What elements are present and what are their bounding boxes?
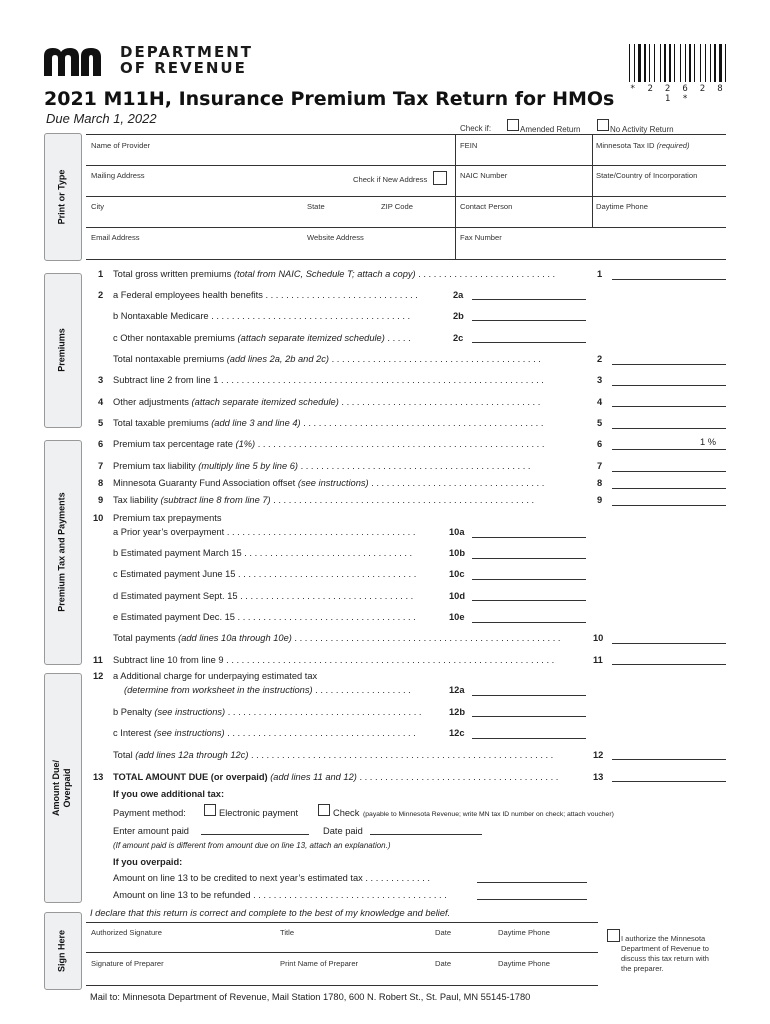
line-12b-input[interactable]: [472, 716, 586, 717]
barcode-bar: [692, 44, 693, 82]
section-label-sign-here: Sign Here: [56, 929, 67, 973]
line-text: Premium tax percentage rate: [113, 439, 236, 449]
line-4-input[interactable]: [612, 406, 726, 407]
line-10d-label: d Estimated payment Sept. 15 . . . . . . . . . . . . . . . . . . . . . . . . . . . . . . . . . .: [113, 591, 414, 601]
line-note: (multiply line 5 by line 6): [198, 461, 298, 471]
barcode-bar: [654, 44, 655, 82]
leader-dots: . . . . . . . . . . . . . . . . . . . . . . . . . . .: [415, 269, 556, 279]
naic-number-field[interactable]: NAIC Number: [460, 171, 508, 180]
line-10-total-label: [113, 633, 560, 644]
leader-dots: . . . . . . . . . . . . . . . . . . . . . . . . . . . . . . . . . .: [368, 478, 545, 488]
rule: [86, 922, 598, 923]
barcode-bar: [634, 44, 635, 82]
line-ref: 10a: [449, 527, 465, 537]
line-number: 1: [98, 269, 104, 279]
line-2a-label: a Federal employees health benefits . . . . . . . . . . . . . . . . . . . . . . . . . . . . . .: [113, 290, 418, 300]
line-number: 8: [98, 478, 104, 488]
check-payment-label: Check: [333, 808, 360, 818]
barcode-bar: [631, 44, 633, 82]
no-activity-checkbox[interactable]: [597, 119, 609, 131]
line-note: (subtract line 8 from line 7): [160, 495, 271, 505]
line-note: (add lines 2a, 2b and 2c): [226, 354, 330, 364]
barcode-icon: [629, 44, 727, 82]
amount-paid-input[interactable]: [201, 834, 309, 835]
line-12b-label: [113, 707, 421, 718]
section-label-premium-tax: Premium Tax and Payments: [56, 492, 67, 612]
leader-dots: . . . . .: [384, 333, 411, 343]
line-7-label: [113, 461, 530, 472]
barcode-bar: [694, 44, 695, 82]
line-10e-label: e Estimated payment Dec. 15 . . . . . . . . . . . . . . . . . . . . . . . . . . . . . . . . . . .: [113, 612, 416, 622]
barcode-bar: [644, 44, 646, 82]
rule: [86, 196, 726, 197]
barcode-bar: [651, 44, 653, 82]
form-title: 2021 M11H, Insurance Premium Tax Return for HMOs: [44, 88, 615, 110]
line-note: (add line 3 and line 4): [211, 418, 301, 428]
line-ref: 3: [597, 375, 603, 385]
electronic-payment-label: Electronic payment: [219, 808, 299, 818]
barcode-bar: [662, 44, 663, 82]
owe-heading: If you owe additional tax:: [113, 789, 225, 799]
authorize-line: the preparer.: [621, 964, 664, 973]
line-ref: 12b: [449, 707, 466, 717]
barcode-bar: [674, 44, 675, 82]
preparer-phone-field[interactable]: Daytime Phone: [498, 959, 550, 968]
line-2b-label: b Nontaxable Medicare . . . . . . . . . . . . . . . . . . . . . . . . . . . . . . . . . . . . . . .: [113, 311, 411, 321]
mn-tax-id-field[interactable]: Minnesota Tax ID (required): [596, 141, 690, 150]
check-payment-checkbox[interactable]: [318, 804, 330, 816]
barcode-bar: [719, 44, 722, 82]
section-label-premiums: Premiums: [56, 328, 67, 372]
fein-field[interactable]: FEIN: [460, 141, 478, 150]
leader-dots: . . . . . . . . . . . . . . . . . . . . . . . . . . . . . . . . . . . . . .: [225, 707, 422, 717]
preparer-signature-field[interactable]: Signature of Preparer: [91, 959, 164, 968]
line-11-input[interactable]: [612, 664, 726, 665]
line-1-input[interactable]: [612, 279, 726, 280]
new-address-label: Check if New Address: [353, 175, 428, 184]
amended-return-label: Amended Return: [520, 125, 581, 134]
line-ref: 2b: [453, 311, 464, 321]
dept-line-1: DEPARTMENT: [120, 43, 253, 61]
line-text: Total gross written premiums: [113, 269, 234, 279]
line-ref: 2a: [453, 290, 464, 300]
line-7-input[interactable]: [612, 471, 726, 472]
line-number: 3: [98, 375, 104, 385]
leader-dots: . . . . . . . . . . . . . . . . . . . . . . . . . . . . . . . . . . . . . . . . . . . . .: [297, 461, 531, 471]
refunded-amount-input[interactable]: [477, 899, 587, 900]
line-note: (determine from worksheet in the instructions): [124, 685, 313, 695]
barcode-bar: [725, 44, 726, 82]
line-number: 4: [98, 397, 104, 407]
line-4-label: [113, 397, 540, 408]
line-12a-input[interactable]: [472, 695, 586, 696]
barcode-bar: [676, 44, 679, 82]
line-number: 12: [93, 671, 104, 681]
line-2c-label: [113, 333, 411, 344]
line-10b-label: b Estimated payment March 15 . . . . . . . . . . . . . . . . . . . . . . . . . . . . . . . . .: [113, 548, 413, 558]
line-note: (see instructions): [154, 707, 226, 717]
barcode-bar: [642, 44, 643, 82]
line-ref: 4: [597, 397, 603, 407]
barcode-bar: [723, 44, 724, 82]
line-12a-note: [124, 685, 411, 696]
line-10c-label: c Estimated payment June 15 . . . . . . . . . . . . . . . . . . . . . . . . . . . . . . . . . . .: [113, 569, 417, 579]
authorized-signature-field[interactable]: Authorized Signature: [91, 928, 162, 937]
city-field[interactable]: City: [91, 202, 105, 211]
dept-line-2: OF REVENUE: [120, 59, 247, 77]
line-number: 13: [93, 772, 104, 782]
line-3-input[interactable]: [612, 385, 726, 386]
barcode-bar: [660, 44, 661, 82]
line-note: (add lines 10a through 10e): [178, 633, 292, 643]
line-ref: 6: [597, 439, 603, 449]
department-name: [120, 44, 253, 76]
payment-method-label: Payment method:: [113, 808, 186, 818]
line-ref: 12a: [449, 685, 465, 695]
leader-dots: . . . . . . . . . . . . . . . . . . . . . . . . . . . . . . . . . . . . . . . . . . . . . . . . . . . . . . . . . . .: [248, 750, 554, 760]
barcode-bar: [636, 44, 637, 82]
line-note: (attach separate itemized schedule): [191, 397, 339, 407]
date-paid-input[interactable]: [370, 834, 482, 835]
line-12-total-label: [113, 750, 553, 761]
line-ref: 1: [597, 269, 603, 279]
line-number: 2: [98, 290, 104, 300]
signer-date-field[interactable]: Date: [435, 928, 452, 937]
line-note: (see instructions): [153, 728, 225, 738]
authorize-preparer-checkbox[interactable]: [607, 929, 620, 942]
line-ref: 10b: [449, 548, 466, 558]
line-10d-input[interactable]: [472, 600, 586, 601]
zip-code-field[interactable]: ZIP Code: [381, 202, 413, 211]
leader-dots: . . . . . . . . . . . . . . . . . . . . . . . . . . . . . . . . . . . . . . . . . . . . . . . . . . . . . . . .: [255, 439, 545, 449]
line-ref: 13: [593, 772, 604, 782]
check-if-label: Check if:: [460, 124, 492, 133]
leader-dots: . . . . . . . . . . . . . . . . . . . . . . . . . . . . . . . . . . . . . . . . . . . . . . .: [300, 418, 544, 428]
amended-return-checkbox[interactable]: [507, 119, 519, 131]
rule: [86, 134, 726, 135]
line-number: 9: [98, 495, 104, 505]
line-ref: 10e: [449, 612, 465, 622]
signer-title-field[interactable]: Title: [280, 928, 295, 937]
line-2-input[interactable]: [612, 364, 726, 365]
mn-logo-icon: [44, 48, 114, 76]
line-10b-input[interactable]: [472, 558, 586, 559]
rule: [86, 227, 726, 228]
line-text: Total payments: [113, 633, 179, 643]
leader-dots: . . . . . . . . . . . . . . . . . . . . . . . . . . . . . . . . . . . . . . . . .: [329, 354, 541, 364]
barcode-bar: [667, 44, 668, 82]
line-12a-label: a Additional charge for underpaying estimated tax: [113, 671, 318, 681]
line-ref: 7: [597, 461, 603, 471]
line-ref: 11: [593, 655, 603, 665]
amount-difference-note: (If amount paid is different from amount due on line 13, attach an explanation.): [113, 841, 391, 850]
line-8-input[interactable]: [612, 488, 726, 489]
no-activity-label: No Activity Return: [610, 125, 674, 134]
line-6-input[interactable]: [612, 449, 726, 450]
contact-person-field[interactable]: Contact Person: [460, 202, 513, 211]
authorize-preparer-text: [621, 934, 705, 944]
line-note: (attach separate itemized schedule): [237, 333, 385, 343]
leader-dots: . . . . . . . . . . . . . . . . . . .: [312, 685, 411, 695]
state-of-incorporation-field[interactable]: State/Country of Incorporation: [596, 171, 698, 180]
barcode-bar: [696, 44, 699, 82]
line-3-label: Subtract line 2 from line 1 . . . . . . . . . . . . . . . . . . . . . . . . . . . . . . . . . . . . . . . . . . . . . . . . . . . . . . . . . . . . . . .: [113, 375, 544, 385]
section-label-amount-due: [51, 760, 73, 816]
line-ref: 5: [597, 418, 603, 428]
leader-dots: . . . . . . . . . . . . . . . . . . . . . . . . . . . . . . . . . . . . . . .: [338, 397, 541, 407]
line-5-label: [113, 418, 543, 429]
line-11-label: Subtract line 10 from line 9 . . . . . . . . . . . . . . . . . . . . . . . . . . . . . . . . . . . . . . . . . . . . . . . . . . . . . . . . . . . . . . . .: [113, 655, 555, 665]
barcode-bar: [647, 44, 648, 82]
barcode-bar: [638, 44, 641, 82]
line-5-input[interactable]: [612, 428, 726, 429]
line-text: c Interest: [113, 728, 154, 738]
line-10e-input[interactable]: [472, 622, 586, 623]
provider-name-field[interactable]: Name of Provider: [91, 141, 151, 150]
line-text: Premium tax liability: [113, 461, 199, 471]
line-2b-input[interactable]: [472, 320, 586, 321]
rule: [86, 165, 726, 166]
line-13-input[interactable]: [612, 781, 726, 782]
authorize-line: I authorize the Minnesota: [621, 934, 706, 943]
barcode-bar: [717, 44, 718, 82]
line-13-label: [113, 772, 558, 783]
section-label-line: Amount Due/: [51, 760, 61, 816]
barcode-bar: [664, 44, 666, 82]
leader-dots: . . . . . . . . . . . . . . . . . . . . . . . . . . . . . . . . . . . . . . .: [356, 772, 559, 782]
line-text: Tax liability: [113, 495, 161, 505]
line-6-label: [113, 439, 544, 450]
barcode-bar: [707, 44, 709, 82]
daytime-phone-field[interactable]: Daytime Phone: [596, 202, 648, 211]
barcode-number: * 2 2 6 2 8 1 *: [630, 84, 726, 104]
date-paid-label: Date paid: [323, 826, 363, 836]
line-9-input[interactable]: [612, 505, 726, 506]
line-12-input[interactable]: [612, 759, 726, 760]
barcode-bar: [649, 44, 650, 82]
rule: [455, 134, 456, 259]
line-ref: 10: [593, 633, 604, 643]
barcode-bar: [685, 44, 686, 82]
line-ref: 9: [597, 495, 603, 505]
leader-dots: . . . . . . . . . . . . . . . . . . . . . . . . . . . . . . . . . . . . . . . . . . . . . . . . . . .: [270, 495, 535, 505]
new-address-checkbox[interactable]: [433, 171, 447, 185]
leader-dots: . . . . . . . . . . . . . . . . . . . . . . . . . . . . . . . . . . . . . . . . . . . . . . . . . . . .: [291, 633, 561, 643]
line-ref: 12: [593, 750, 604, 760]
barcode-bar: [689, 44, 691, 82]
barcode-bar: [656, 44, 659, 82]
barcode-bar: [702, 44, 704, 82]
section-label-line: Overpaid: [62, 768, 72, 808]
overpaid-heading: If you overpaid:: [113, 857, 183, 867]
line-2c-input[interactable]: [472, 342, 586, 343]
line-8-label: [113, 478, 544, 489]
line-note: (see instructions): [297, 478, 369, 488]
line-number: 11: [93, 655, 103, 665]
line-2-label: [113, 354, 541, 365]
line-note: (add lines 11 and 12): [270, 772, 357, 782]
line-ref: 12c: [449, 728, 465, 738]
barcode-bar: [672, 44, 673, 82]
line-note: (total from NAIC, Schedule T; attach a copy): [233, 269, 416, 279]
rule: [592, 134, 593, 228]
line-text: TOTAL AMOUNT DUE (or overpaid): [113, 772, 271, 782]
line-note: (1%): [235, 439, 256, 449]
line-12c-input[interactable]: [472, 738, 586, 739]
line-text: c Other nontaxable premiums: [113, 333, 238, 343]
credited-label: Amount on line 13 to be credited to next year’s estimated tax . . . . . . . . . . . . .: [113, 873, 430, 883]
declaration-text: I declare that this return is correct and complete to the best of my knowledge and belief.: [90, 908, 451, 918]
line-note: (add lines 12a through 12c): [135, 750, 249, 760]
barcode-bar: [669, 44, 671, 82]
line-10-input[interactable]: [612, 643, 726, 644]
line-ref: 10c: [449, 569, 465, 579]
line-text: Total taxable premiums: [113, 418, 212, 428]
authorize-preparer-text-cont: [621, 944, 709, 974]
barcode-bar: [700, 44, 701, 82]
line-ref: 2c: [453, 333, 464, 343]
leader-dots: . . . . . . . . . . . . . . . . . . . . . . . . . . . . . . . . . . . . .: [224, 728, 416, 738]
line-9-label: [113, 495, 534, 506]
tax-rate-value: 1 %: [700, 437, 717, 447]
barcode-bar: [680, 44, 681, 82]
website-address-field[interactable]: Website Address: [307, 233, 364, 242]
line-12c-label: [113, 728, 416, 739]
line-number: 10: [93, 513, 104, 523]
signer-phone-field[interactable]: Daytime Phone: [498, 928, 550, 937]
rule: [86, 952, 598, 953]
barcode-bar: [714, 44, 716, 82]
line-10-label: Premium tax prepayments: [113, 513, 222, 523]
preparer-name-field[interactable]: Print Name of Preparer: [280, 959, 359, 968]
line-number: 7: [98, 461, 104, 471]
line-text: Total nontaxable premiums: [113, 354, 227, 364]
line-2a-input[interactable]: [472, 299, 586, 300]
line-number: 6: [98, 439, 104, 449]
line-number: 5: [98, 418, 104, 428]
barcode-bar: [682, 44, 684, 82]
line-ref: 8: [597, 478, 603, 488]
rule: [86, 259, 726, 260]
line-text: Total: [113, 750, 136, 760]
fax-number-field[interactable]: Fax Number: [460, 233, 502, 242]
preparer-date-field[interactable]: Date: [435, 959, 452, 968]
authorize-line: discuss this tax return with: [621, 954, 709, 963]
line-1-label: [113, 269, 555, 280]
barcode-bar: [687, 44, 688, 82]
refunded-label: Amount on line 13 to be refunded . . . . . . . . . . . . . . . . . . . . . . . . . . . . . . . . . . . . . .: [113, 890, 447, 900]
rule: [86, 985, 598, 986]
section-label-print-or-type: Print or Type: [56, 169, 67, 225]
line-text: Minnesota Guaranty Fund Association offset: [113, 478, 298, 488]
mailing-address-field[interactable]: Mailing Address: [91, 171, 145, 180]
authorize-line: Department of Revenue to: [621, 944, 709, 953]
line-ref: 10d: [449, 591, 466, 601]
due-date: Due March 1, 2022: [46, 111, 157, 126]
line-text: Other adjustments: [113, 397, 192, 407]
email-address-field[interactable]: Email Address: [91, 233, 140, 242]
barcode-bar: [712, 44, 713, 82]
barcode-bar: [710, 44, 711, 82]
credited-amount-input[interactable]: [477, 882, 587, 883]
line-text: b Penalty: [113, 707, 155, 717]
state-field[interactable]: State: [307, 202, 325, 211]
amount-paid-label: Enter amount paid: [113, 826, 189, 836]
mailing-instructions: Mail to: Minnesota Department of Revenue, Mail Station 1780, 600 N. Robert St., St. Paul, MN 55145-1780: [90, 992, 531, 1002]
line-10c-input[interactable]: [472, 579, 586, 580]
line-10a-label: a Prior year’s overpayment . . . . . . . . . . . . . . . . . . . . . . . . . . . . . . . . . . . . .: [113, 527, 416, 537]
line-10a-input[interactable]: [472, 537, 586, 538]
electronic-payment-checkbox[interactable]: [204, 804, 216, 816]
barcode-bar: [705, 44, 706, 82]
line-ref: 2: [597, 354, 603, 364]
barcode-bar: [629, 44, 630, 82]
check-payment-note: (payable to Minnesota Revenue; write MN tax ID number on check; attach voucher): [363, 811, 614, 818]
